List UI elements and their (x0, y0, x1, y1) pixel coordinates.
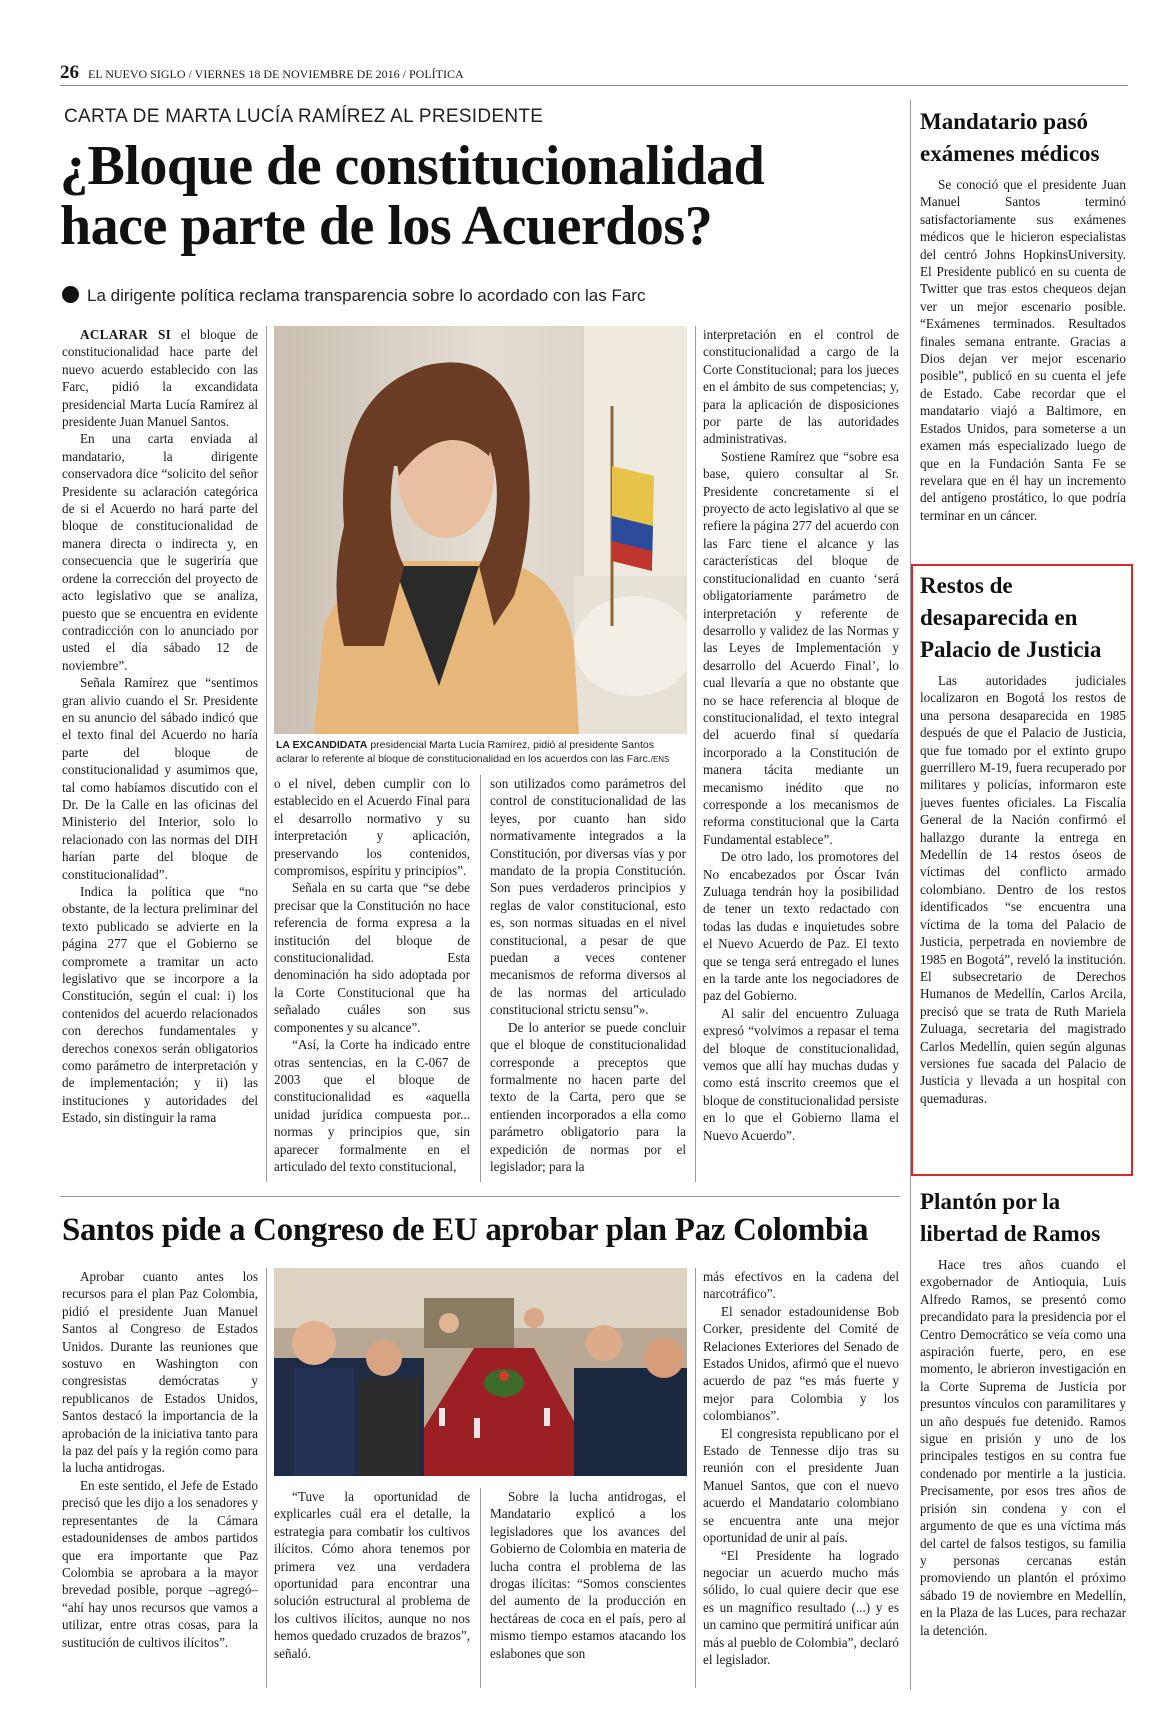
paragraph: “Tuve la oportunidad de explicarles cuál era el detalle, la estrategia para combatir los cultivos ilícitos. Cómo ahora tenemos por primera vez una verdadera oportunidad para encontrar una solución estructural al problema de los cultivos ilícitos, aunque no nos hemos quedado cruzados de brazos”, señaló. (274, 1489, 470, 1661)
second-column-2 (274, 1488, 470, 1688)
paragraph: De lo anterior se puede concluir que el bloque de constitucionalidad corresponde a preceptos que formalmente no hacen parte del texto de la Carta, pero que se entienden incorporados a ella como parámetro obligatorio para la expedición de normas por el legislador; para la (490, 1019, 686, 1174)
paragraph: De otro lado, los promotores del No encabezados por Óscar Iván Zuluaga tendrán hoy la posibilidad de tener un texto redactado con todas las dudas e inquietudes sobre el Nuevo Acuerdo de Paz. El texto que se tenga será entregado el lunes en la tarde ante los negociadores de paz del Gobierno. (703, 849, 899, 1004)
paragraph: Sostiene Ramírez que “sobre esa base, quiero consultar al Sr. Presidente concretamente si el proyecto de acto legislativo al que se refiere la página 277 del acuerdo con las Farc tiene el alcance y las características del bloque de constitucionalidad en cuanto ‘será obligatoriamente parámetro de interpretación y referente de desarrollo y validez de las Normas y las Leyes de Implementación y desarrollo del Acuerdo Final’, lo cual llevaría a que no obstante que no se hace referencia al bloque de constitucionalidad, el texto integral del acuerdo final sí quedaría incorporado a la Constitución de manera tácita mediante un mecanismo inédito que no corresponde a los mecanismos de reforma constitucional que la Carta Fundamental establece”. (703, 448, 899, 847)
page-header (60, 62, 1128, 86)
paragraph: son utilizados como parámetros del control de constitucionalidad de las leyes, por cuanto han sido normativamente integrados a la Constitución, por diversas vías y por mandato de la propia Constitución. Son pues verdaderos principios y reglas de valor constitucional, esto es, son normas situadas en el nivel constitucional, a pesar de que puedan a veces contener mecanismos de reforma diversos al de las normas del articulado constitucional strictu sensu”». (490, 776, 686, 1018)
paragraph: “El Presidente ha logrado negociar un acuerdo mucho más sólido, lo cual quiere decir que ese es un magnífico resultado (...) y es un camino que permitirá unificar aún más al pueblo de Colombia”, declaró el legislador. (703, 1547, 899, 1667)
paragraph: El congresista republicano por el Estado de Tennesse dijo tras su reunión con el presidente Juan Manuel Santos, que con el nuevo acuerdo el Mandatario colombiano se encuentra ante una mejor oportunidad de unir al país. (703, 1425, 899, 1546)
column-rule (480, 775, 481, 1182)
sidebar-story-1 (920, 106, 1126, 548)
main-column-1 (62, 326, 258, 1182)
main-column-4 (703, 326, 899, 1182)
paragraph: Al salir del encuentro Zuluaga expresó “volvimos a repasar el tema del bloque de constitucionalidad, vemos que allí hay muchas dudas y como está inscrito creemos que el bloque de constitucionalidad persiste en lo que el Gobierno llama el Nuevo Acuerdo”. (703, 1005, 899, 1143)
sidebar-story-3 (920, 1186, 1126, 1692)
main-headline (60, 136, 910, 256)
caption-lead: LA EXCANDIDATA (276, 739, 368, 751)
paragraph: el bloque de constitucionalidad hace parte del nuevo acuerdo establecido con las Farc, pidió la excandidata presidencial Marta Lucía Ramírez al presidente Juan Manuel Santos. (62, 327, 258, 430)
second-column-1 (62, 1268, 258, 1688)
sidebar-headline: Restos de desaparecida en Palacio de Justicia (920, 573, 1102, 662)
marta-lucia-ramirez-photo (274, 326, 687, 734)
meeting-photo (274, 1268, 687, 1476)
main-column-3 (490, 775, 686, 1182)
sidebar-body (920, 176, 1126, 548)
header-line: EL NUEVO SIGLO / VIERNES 18 DE NOVIEMBRE DE 2016 / POLÍTICA (88, 67, 464, 81)
bullet-icon (62, 286, 79, 303)
paragraph: Indica la política que “no obstante, de la lectura preliminar del texto publicado se advierte en la página 277 que el Gobierno se compromete a tramitar un acto legislativo que se incorpore a la Constitución, según el cual: i) los contenidos del acuerdo relacionados con derechos fundamentales y derechos conexos serán obligatorios como parámetro de interpretación y de implementación; y ii) las instituciones y autoridades del Estado, sin distinguir la rama (62, 884, 258, 1126)
column-rule (695, 326, 696, 1182)
photo-caption (276, 738, 686, 767)
main-column-2 (274, 775, 470, 1182)
paragraph: más efectivos en la cadena del narcotráfico”. (703, 1269, 899, 1302)
lead-in: ACLARAR SI (80, 327, 172, 342)
paragraph: En este sentido, el Jefe de Estado precisó que les dijo a los senadores y representantes de la Cámara estadounidenses de ambos partidos que era importante que Paz Colombia se aprobara a la mayor brevedad posible, porque –agregó– “ahí hay unos recursos que vamos a utilizar, entre otras cosas, para la sustitución de cultivos ilícitos”. (62, 1477, 258, 1650)
paragraph: En una carta enviada al mandatario, la dirigente conservadora dice “solicito del señor Presidente su aclaración categórica de si el Acuerdo no hará parte del bloque de constitucionalidad de manera directa o indirecta y, en consecuencia que le sugeriría que ordene la corrección del proyecto de acto legislativo que se analiza, puesto que se encuentra en evidente contradicción con lo anunciado por usted el día sábado 12 de noviembre”. (62, 431, 258, 673)
paragraph: Las autoridades judiciales localizaron en Bogotá los restos de una persona desaparecida en 1985 después de que el Palacio de Justicia, que fue tomado por el extinto grupo guerrillero M-19, fuera recuperado por militares y policías, informaron este jueves fuentes oficiales. La Fiscalía General de la Nación confirmó el hallazgo durante la entrega en Medellín de 14 restos óseos de víctimas del conflicto armado colombiano. Dentro de los restos identificados “se encuentra una víctima de la toma del Palacio de Justicia, perpetrada en noviembre de 1985 en Bogotá”, reveló la institución. El subsecretario de Derechos Humanos de Medellín, Carlos Arcila, precisó que se trata de Ruth Mariela Zuluaga, secretaria del magistrado Carlos Medellín, quien según algunas versiones fue sacada del Palacio de Justicia y llevada a un hospital con quemaduras. (920, 673, 1126, 1106)
main-headline-line-2: hace parte de los Acuerdos? (60, 195, 713, 257)
deck-text: La dirigente política reclama transparencia sobre lo acordado con las Farc (87, 286, 646, 305)
sidebar-story-2 (920, 570, 1126, 1152)
second-column-4 (703, 1268, 899, 1688)
section-divider (60, 1196, 900, 1197)
second-column-3 (490, 1488, 686, 1688)
paragraph: interpretación en el control de constitucionalidad a cargo de la Corte Constitucional; para los jueces en el ámbito de sus competencias; y, para la aplicación de disposiciones por parte de las autoridades administrativas. (703, 327, 899, 447)
column-rule (266, 1268, 267, 1688)
paragraph: Hace tres años cuando el exgobernador de Antioquia, Luis Alfredo Ramos, se presentó como precandidato para la presidencia por el Centro Democrático se veía como una aspiración fuerte, pero, en ese momento, le abrieron investigación en la Corte Suprema de Justicia por presuntos vínculos con paramilitares y un año después fue detenido. Ramos sigue en prisión y uno de los principales testigos en su contra fue condenado por mentirle a la justicia. Precisamente, por esos tres años de prisión sin condena y con el argumento de que es una víctima más del cartel de falsos testigos, su familia y personas cercanas están promoviendo un plantón el próximo sábado 19 de noviembre en Medellín, en la Plaza de las Luces, para rechazar la detención. (920, 1257, 1126, 1638)
column-rule (695, 1268, 696, 1688)
paragraph: Sobre la lucha antidrogas, el Mandatario explicó a los legisladores que los avances del Gobierno de Colombia en materia de lucha contra el problema de las drogas ilícitas: “Somos conscientes del aumento de la producción en hectáreas de coca en el país, pero al mismo tiempo estamos atacando los eslabones que son (490, 1489, 686, 1661)
second-headline: Santos pide a Congreso de EU aprobar plan Paz Colombia (62, 1212, 869, 1248)
column-rule (266, 326, 267, 1182)
paragraph: El senador estadounidense Bob Corker, presidente del Comité de Relaciones Exteriores del Senado de Estados Unidos, afirmó que el nuevo acuerdo de paz “es más fuerte y mejor para Colombia y los colombianos”. (703, 1303, 899, 1424)
paragraph: o el nivel, deben cumplir con lo establecido en el Acuerdo Final para el desarrollo normativo y su interpretación y aplicación, preservando los contenidos, compromisos, espíritu y principios”. (274, 776, 470, 879)
sidebar-body (920, 672, 1126, 1152)
column-rule (480, 1488, 481, 1688)
paragraph: Señala Ramírez que “sentimos gran alivio cuando el Sr. Presidente en su anuncio del sábado indicó que el texto final del Acuerdo no haría parte del bloque de constitucionalidad y asumimos que, tal como habíamos discutido con el Dr. De la Calle en las oficinas del Ministerio del Interior, solo lo relacionado con las normas del DIH harían parte del bloque de constitucionalidad”. (62, 675, 258, 882)
paragraph: Señala en su carta que “se debe precisar que la Constitución no hace referencia de forma expresa a la institución del bloque de constitucionalidad. Esta denominación ha sido adoptada por la Corte Constitucional que ha señalado cuáles son sus componentes y su alcance”. (274, 880, 470, 1035)
paragraph: Aprobar cuanto antes los recursos para el plan Paz Colombia, pidió el presidente Juan Manuel Santos al Congreso de Estados Unidos. Durante las reuniones que sostuvo en Washington con congresistas demócratas y republicanos de Estados Unidos, Santos destacó la importancia de la aprobación de la iniciativa tanto para la paz del país y la región como para la lucha antidrogas. (62, 1269, 258, 1476)
page-number: 26 (60, 62, 79, 83)
paragraph: Se conoció que el presidente Juan Manuel Santos terminó satisfactoriamente sus exámenes médicos que le hicieron especialistas del centró Johns HopkinsUniversity. El Presidente publicó en su cuenta de Twitter que tras estos chequeos dejan ver un mejor escenario posible. “Exámenes terminados. Resultados finales semana entrante. Gracias a Dios dejan ver mejor escenario posible”, publicó en su cuenta el jefe de Estado. Cabe recordar que el mandatario viajó a Baltimore, en Estados Unidos, para someterse a un examen más especializado luego de que en la Fundación Santa Fe se revelara que en él hay un incremento del antígeno prostático, lo que podría terminar en un cáncer. (920, 177, 1126, 523)
caption-text: presidencial Marta Lucía Ramírez, pidió al presidente Santos aclarar lo referente al bloque de constitucionalidad en los acuerdos con las Farc. (276, 739, 654, 765)
sidebar-headline: Mandatario pasó exámenes médicos (920, 109, 1100, 166)
deck (62, 286, 645, 306)
sidebar-headline: Plantón por la libertad de Ramos (920, 1189, 1101, 1246)
main-photo (274, 326, 687, 734)
sidebar-body (920, 1256, 1126, 1692)
paragraph: “Así, la Corte ha indicado entre otras sentencias, en la C-067 de 2003 que el bloque de constitucionalidad es «aquella unidad jurídica compuesta por... normas y principios que, sin aparecer formalmente en el articulado del texto constitucional, (274, 1037, 470, 1174)
kicker: CARTA DE MARTA LUCÍA RAMÍREZ AL PRESIDENTE (64, 106, 544, 127)
photo-credit: /ENS (650, 755, 670, 764)
santos-congress-meeting-photo (274, 1268, 687, 1476)
main-headline-line-1: ¿Bloque de constitucionalidad (60, 135, 765, 197)
